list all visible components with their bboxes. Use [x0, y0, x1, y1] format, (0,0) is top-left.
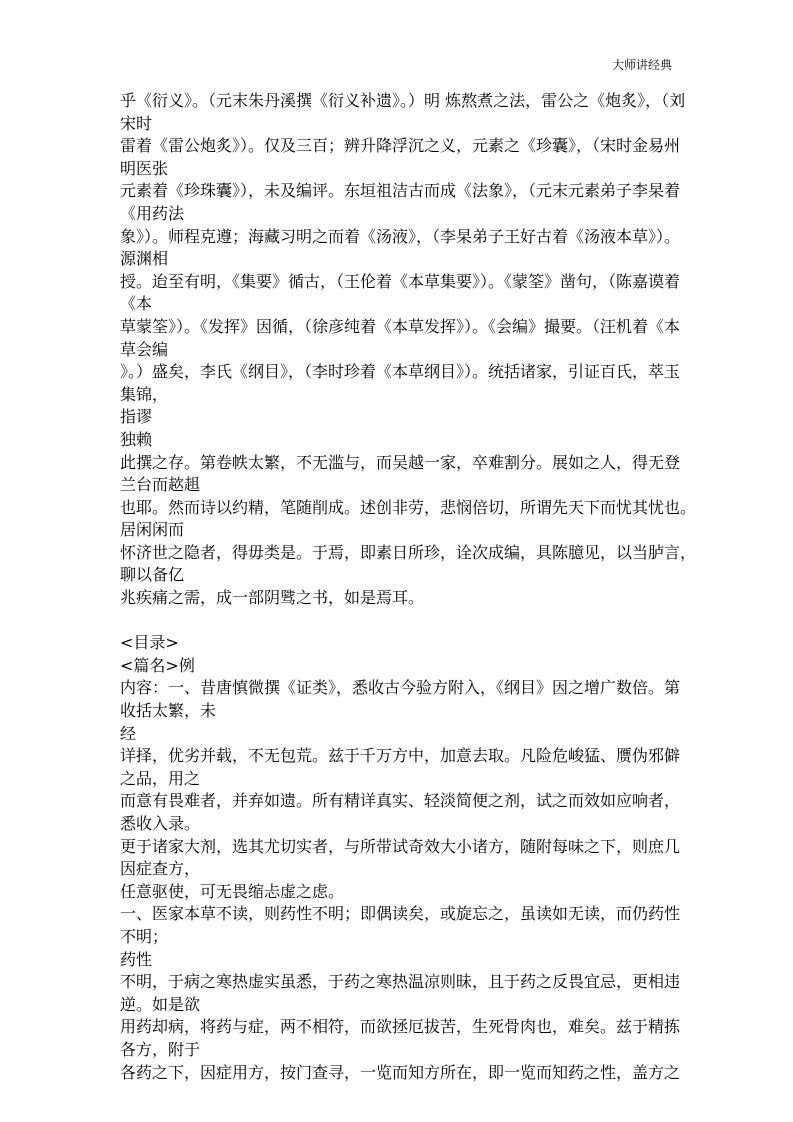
text-line: 任意驱使，可无畏缩忐虚之虑。 [120, 881, 345, 901]
text-line: 雷着《雷公炮炙》）。仅及三百；辨升降浮沉之义，元素之《珍囊》，（宋时金易州 [120, 136, 681, 156]
text-line: 各药之下，因症用方，按门查寻，一览而知方所在，即一览而知药之性，盖方之 [120, 1062, 681, 1082]
text-line: 明医张 [120, 158, 169, 178]
text-line: 悉收入录。 [120, 814, 201, 833]
text-line: 宋时 [120, 113, 153, 133]
text-line: 各方，附于 [120, 1039, 201, 1059]
preface-section [120, 90, 697, 610]
chapter-content [120, 677, 681, 1084]
text-line: 草会编 [120, 339, 169, 359]
text-line: 内容：一、昔唐慎微撰《证类》，悉收古今验方附入，《纲目》因之增广数倍。第 [120, 678, 681, 698]
chapter-title: <篇名>例 [120, 655, 195, 675]
text-line: 详择，优劣并载，不无包荒。兹于千万方中，加意去取。凡险危峻猛、赝伪邪僻 [120, 746, 681, 766]
text-line: 一、医家本草不读，则药性不明；即偶读矣，或旋忘之，虽读如无读，而仍药性 [120, 904, 681, 924]
text-line: 更于诸家大剂，选其尤切实者，与所带试奇效大小诸方，随附每味之下，则庶几 [120, 836, 681, 856]
text-line: 象》）。师程克遵；海藏习明之而着《汤液》，（李杲弟子王好古着《汤液本草》）。 [120, 226, 681, 246]
text-line: 之品，用之 [120, 768, 201, 788]
text-line: 此撰之存。第卷帙太繁，不无滥与，而吴越一家，卒难割分。展如之人，得无登 [120, 452, 681, 472]
text-line: 怀济世之隐者，得毋类是。于焉，即素日所珍，诠次成编，具陈臆见，以当胪言， [120, 542, 697, 562]
page-header [0, 57, 672, 73]
text-line: 不明，于病之寒热虚实虽悉，于药之寒热温凉则昧，且于药之反畏宜忌，更相违 [120, 972, 681, 992]
text-line: 聊以备亿 [120, 565, 185, 585]
text-line: 集锦， [120, 384, 169, 404]
header-title: 大师讲经典 [611, 58, 672, 72]
text-line: 收括太繁，未 [120, 701, 217, 721]
text-line: 而意有畏难者，并弃如遗。所有精详真实、轻淡简便之剂，试之而效如应响者， [120, 791, 681, 811]
text-line: 药性 [120, 949, 153, 969]
text-line: 逆。如是欲 [120, 994, 201, 1014]
text-line: 乎《衍义》。（元末朱丹溪撰《衍义补遗》。）明 炼熬煮之法，雷公之《炮炙》，（刘 [120, 91, 686, 110]
text-line: 授。迨至有明，《集要》循古，（王伦着《本草集要》）。《蒙筌》凿句，（陈嘉谟着 [120, 271, 681, 291]
text-line: 也耶。然而诗以约精，笔随削成。述创非劳，悲悯倍切，所谓先天下而忧其忧也。 [120, 497, 697, 517]
text-line: 独赖 [120, 429, 153, 449]
text-line: 源渊相 [120, 249, 169, 269]
document-body [120, 90, 697, 1084]
text-line: 兰台而趑趄 [120, 475, 201, 495]
text-line: 指谬 [120, 407, 153, 427]
text-line: 不明； [120, 926, 169, 946]
text-line: 《本 [120, 294, 153, 314]
text-line: 用药却病，将药与症，两不相符，而欲拯厄拔苦，生死骨肉也，难矣。兹于精拣 [120, 1017, 681, 1037]
text-line: 元素着《珍珠囊》），未及编评。东垣祖洁古而成《法象》，（元末元素弟子李杲着 [120, 181, 681, 201]
text-line: 经 [120, 723, 137, 743]
text-line: 兆疾痛之需，成一部阴骘之书，如是焉耳。 [120, 588, 425, 608]
text-line: 草蒙筌》）。《发挥》因循，（徐彦纯着《本草发挥》）。《会编》撮要。（汪机着《本 [120, 316, 681, 336]
text-line: 因症查方， [120, 859, 201, 879]
text-line: 《用药法 [120, 203, 185, 223]
text-line: 》。）盛矣，李氏《纲目》，（李时珍着《本草纲目》）。统括诸家，引证百氏，萃玉 [120, 362, 681, 382]
text-line: 居闲闲而 [120, 520, 185, 540]
toc-marker: <目录> [120, 633, 179, 653]
blank-line [120, 610, 676, 633]
toc-section [120, 632, 676, 677]
